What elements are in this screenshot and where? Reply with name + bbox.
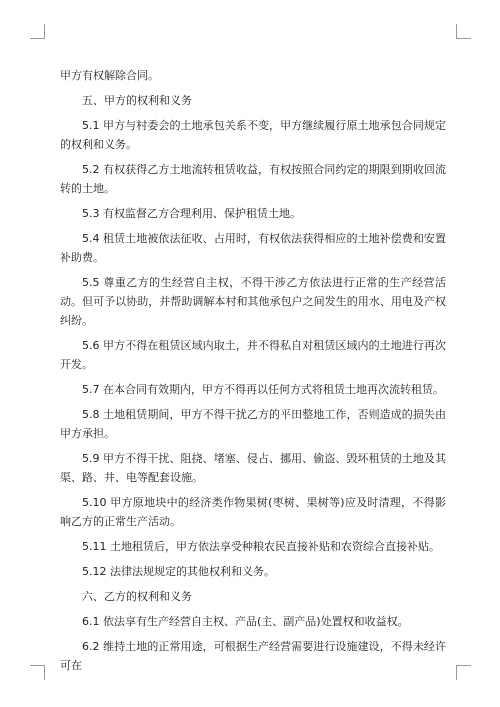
document-body	[60, 66, 446, 681]
paragraph: 5.9 甲方不得干扰、阻挠、堵塞、侵占、挪用、偷盗、毁坏租赁的土地及其渠、路、井、电等配套设施。	[60, 452, 446, 484]
paragraph: 5.3 有权监督乙方合理利用、保护租赁土地。	[82, 207, 301, 220]
paragraph: 5.4 租赁土地被依法征收、占用时，有权依法获得相应的土地补偿费和安置补助费。	[60, 232, 446, 264]
crop-mark-top-right	[456, 24, 471, 39]
paragraph: 5.1 甲方与村委会的土地承包关系不变，甲方继续履行原土地承包合同规定的权利和义务。	[60, 119, 446, 151]
paragraph: 5.7 在本合同有效期内，甲方不得再以任何方式将租赁土地再次流转租赁。	[82, 383, 444, 396]
paragraph: 5.11 土地租赁后，甲方依法享受种粮农民直接补贴和农资综合直接补贴。	[82, 540, 440, 553]
crop-mark-top-left	[30, 24, 45, 39]
paragraph: 5.12 法律法规规定的其他权利和义务。	[82, 565, 275, 578]
paragraph: 5.10 甲方原地块中的经济类作物果树(枣树、果树等)应及时清理，不得影响乙方的正常生产活动。	[60, 496, 446, 528]
crop-mark-bottom-left	[30, 665, 45, 680]
paragraph: 6.2 维持土地的正常用途，可根据生产经营需要进行设施建设，不得未经许可在	[60, 640, 446, 672]
paragraph: 5.8 土地租赁期间，甲方不得干扰乙方的平田整地工作，否则造成的损失由甲方承担。	[60, 408, 446, 440]
crop-mark-bottom-right	[456, 665, 471, 680]
paragraph: 5.2 有权获得乙方土地流转租赁收益，有权按照合同约定的期限到期收回流转的土地。	[60, 163, 446, 195]
section-heading: 六、乙方的权利和义务	[82, 590, 192, 603]
paragraph: 6.1 依法享有生产经营自主权、产品(主、副产品)处置权和收益权。	[82, 615, 409, 628]
paragraph: 甲方有权解除合同。	[60, 69, 159, 82]
paragraph: 5.5 尊重乙方的生经营自主权，不得干涉乙方依法进行正常的生产经营活动。但可予以协助，并帮助调解本村和其他承包户之间发生的用水、用电及产权纠纷。	[60, 276, 446, 327]
paragraph: 5.6 甲方不得在租赁区域内取土，并不得私自对租赁区域内的土地进行再次开发。	[60, 339, 446, 371]
section-heading: 五、甲方的权利和义务	[82, 94, 192, 107]
